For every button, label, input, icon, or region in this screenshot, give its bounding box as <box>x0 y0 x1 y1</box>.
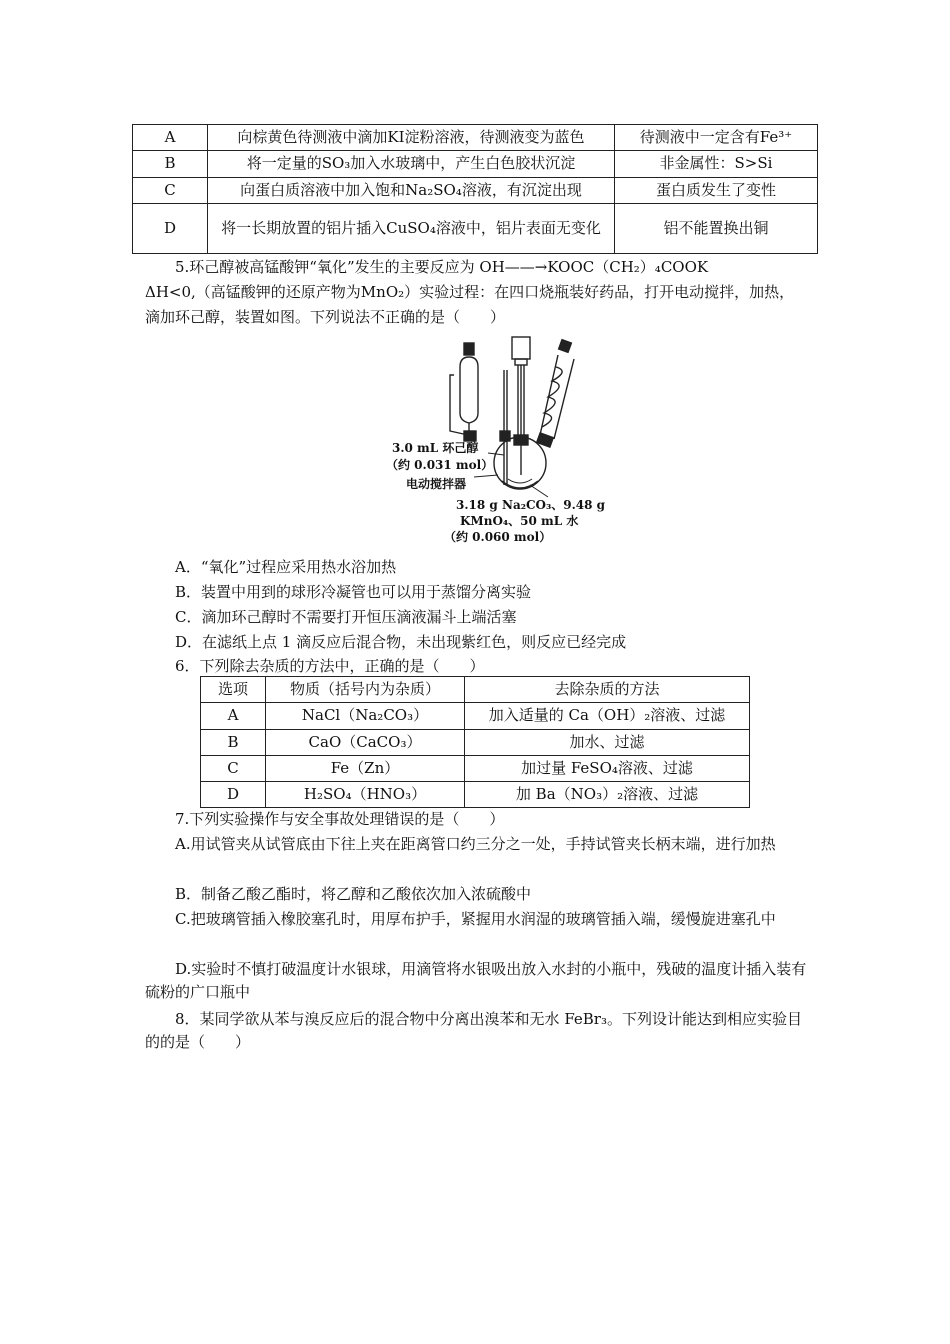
option-cell: B <box>133 151 208 177</box>
option-cell: C <box>201 755 266 781</box>
method-cell: 加入适量的 Ca（OH）₂溶液、过滤 <box>465 703 750 729</box>
apparatus-figure <box>380 335 605 550</box>
conclusion-cell: 非金属性：S>Si <box>615 151 818 177</box>
table-header-row <box>201 677 750 703</box>
conclusion-cell: 待测液中一定含有Fe³⁺ <box>615 125 818 151</box>
table-row <box>133 203 818 253</box>
conclusion-cell: 蛋白质发生了变性 <box>615 177 818 203</box>
table-row <box>133 177 818 203</box>
q5-option-c: C．滴加环己醇时不需要打开恒压滴液漏斗上端活塞 <box>175 608 517 626</box>
substance-cell: Fe（Zn） <box>266 755 465 781</box>
q6-stem: 6．下列除去杂质的方法中，正确的是（ ） <box>175 657 485 675</box>
operation-cell: 将一定量的SO₃加入水玻璃中，产生白色胶状沉淀 <box>208 151 615 177</box>
header-substance: 物质（括号内为杂质） <box>266 677 465 703</box>
substance-cell: H₂SO₄（HNO₃） <box>266 782 465 808</box>
substance-cell: CaO（CaCO₃） <box>266 729 465 755</box>
q8-stem: 8．某同学欲从苯与溴反应后的混合物中分离出溴苯和无水 FeBr₃。下列设计能达到相应实验目的的是（ ） <box>145 1010 802 1052</box>
q5-option-a: A．“氧化”过程应采用热水浴加热 <box>175 558 397 576</box>
option-cell: D <box>201 782 266 808</box>
method-cell: 加过量 FeSO₄溶液、过滤 <box>465 755 750 781</box>
q7-option-b: B．制备乙酸乙酯时，将乙醇和乙酸依次加入浓硫酸中 <box>175 885 532 903</box>
table-row <box>201 703 750 729</box>
stirrer-label: 电动搅拌器 <box>406 477 467 491</box>
table-row <box>133 151 818 177</box>
operation-cell: 将一长期放置的铝片插入CuSO₄溶液中，铝片表面无变化 <box>208 203 615 253</box>
experiment-table <box>132 124 818 254</box>
option-cell: A <box>133 125 208 151</box>
reagent-label: 3.0 mL 环己醇 <box>392 441 479 455</box>
q5-option-d: D．在滤纸上点 1 滴反应后混合物，未出现紫红色，则反应已经完成 <box>175 633 627 651</box>
option-cell: D <box>133 203 208 253</box>
header-method: 去除杂质的方法 <box>465 677 750 703</box>
q5-stem-line2: ΔH<0,（高锰酸钾的还原产物为MnO₂）实验过程：在四口烧瓶装好药品，打开电动搅拌，加热， <box>145 283 795 301</box>
q5-stem-line1: 5.环己醇被高锰酸钾“氧化”发生的主要反应为 OH——→KOOC（CH₂）₄COOK <box>175 258 709 276</box>
q7-option-c: C.把玻璃管插入橡胶塞孔时，用厚布护手，紧握用水润湿的玻璃管插入端，缓慢旋进塞孔中 <box>175 910 776 928</box>
flask-contents-label-1: 3.18 g Na₂CO₃、9.48 g <box>456 498 606 512</box>
method-cell: 加水、过滤 <box>465 729 750 755</box>
flask-contents-label-2: KMnO₄、50 mL 水 <box>460 514 579 528</box>
table-row <box>201 755 750 781</box>
table-row <box>133 125 818 151</box>
option-cell: C <box>133 177 208 203</box>
impurity-table <box>200 676 750 808</box>
flask-contents-label-3: （约 0.060 mol） <box>444 530 552 544</box>
operation-cell: 向蛋白质溶液中加入饱和Na₂SO₄溶液，有沉淀出现 <box>208 177 615 203</box>
conclusion-cell: 铝不能置换出铜 <box>615 203 818 253</box>
header-option: 选项 <box>201 677 266 703</box>
reagent-amount-label: （约 0.031 mol） <box>386 458 494 472</box>
operation-cell: 向棕黄色待测液中滴加KI淀粉溶液，待测液变为蓝色 <box>208 125 615 151</box>
q7-option-d: D.实验时不慎打破温度计水银球，用滴管将水银吸出放入水封的小瓶中，残破的温度计插入装有硫粉的广口瓶中 <box>145 960 807 1002</box>
table-row <box>201 729 750 755</box>
method-cell: 加 Ba（NO₃）₂溶液、过滤 <box>465 782 750 808</box>
substance-cell: NaCl（Na₂CO₃） <box>266 703 465 729</box>
option-cell: B <box>201 729 266 755</box>
q7-stem: 7.下列实验操作与安全事故处理错误的是（ ） <box>175 810 505 828</box>
option-cell: A <box>201 703 266 729</box>
q5-stem-line3: 滴加环己醇，装置如图。下列说法不正确的是（ ） <box>145 308 506 326</box>
q5-option-b: B．装置中用到的球形冷凝管也可以用于蒸馏分离实验 <box>175 583 532 601</box>
table-row <box>201 782 750 808</box>
q7-option-a: A.用试管夹从试管底由下往上夹在距离管口约三分之一处，手持试管夹长柄末端，进行加热 <box>175 835 776 853</box>
